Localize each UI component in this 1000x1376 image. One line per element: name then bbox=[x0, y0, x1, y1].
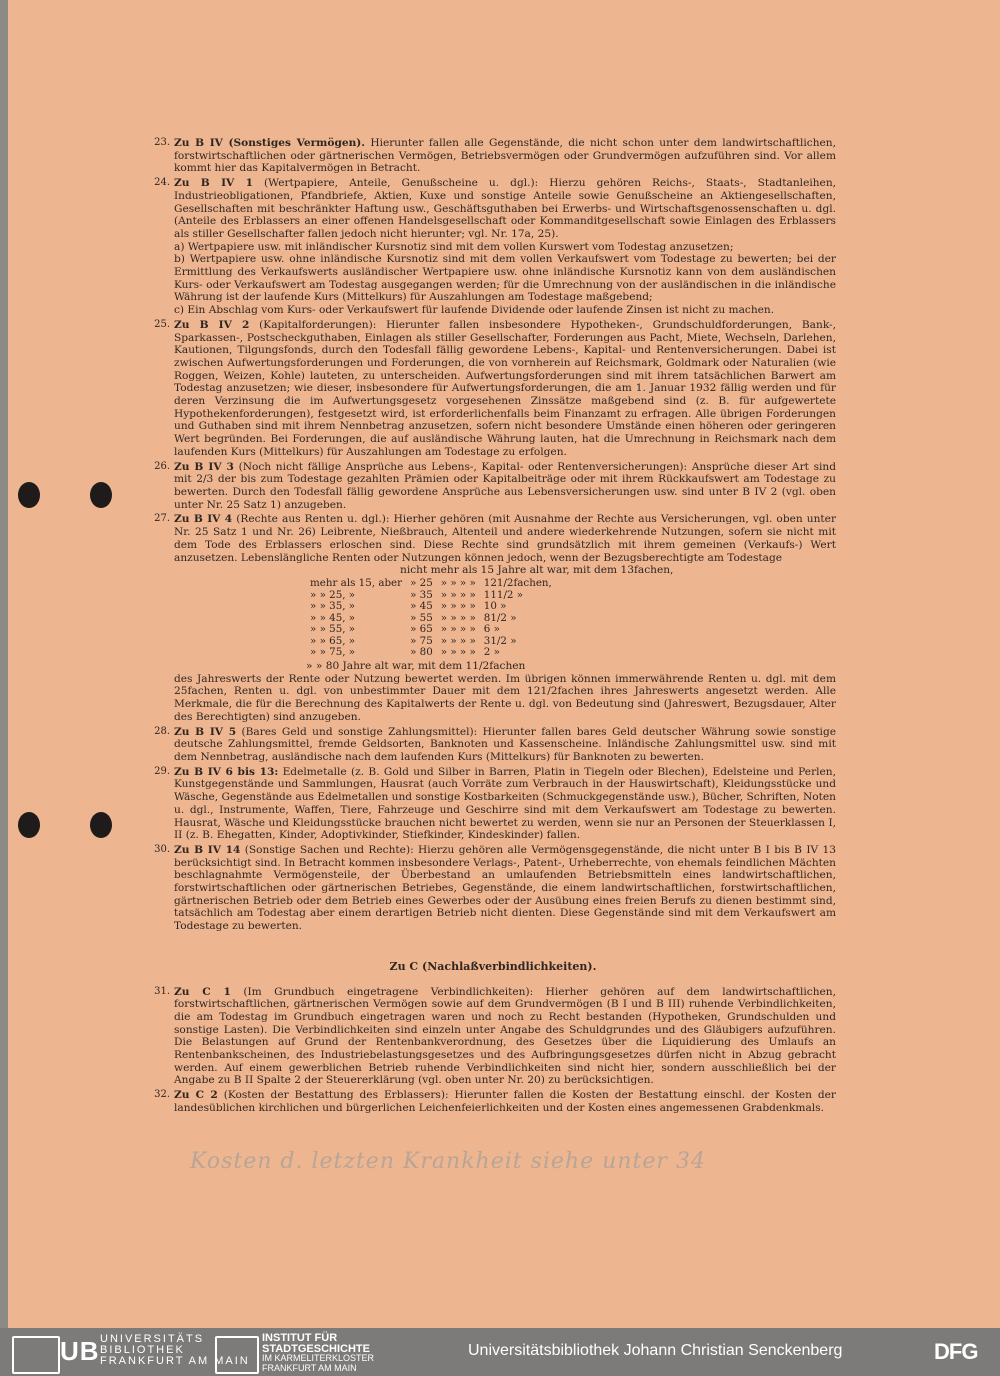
item-body: (Bares Geld und sonstige Zahlungsmittel): Hierunter fallen bares Geld deutscher Währung sowie sonstige deutsche Zahlungsmittel, fremde Geldsorten, Banknoten und Kassenscheine. Inländische Zahlungsmittel usw. sind mit dem Nennbetrag, ausländische nach dem laufenden Kurs (Mittelkurs) für Banknoten zu bewerten. bbox=[174, 725, 836, 763]
item-body: (Kapitalforderungen): Hierunter fallen insbesondere Hypotheken-, Grundschuldforderungen, Bank-, Sparkassen-, Postscheckguthaben, Einlagen als stiller Gesellschafter, Forderungen aus Pacht, Miete, Wechseln, Darlehen, Kautionen, Tilgungsfonds, durch den Todesfall fällig gewordene Lebens-, Kapital- und Rentenversicherungen. Dabei ist zwischen Aufwertungsforderungen und Forderungen, die von vornherein auf Reichsmark, Goldmark oder Naturalien (wie Roggen, Weizen, Kohle) lauteten, zu unterscheiden. Aufwertungsforderungen sind mit ihrem tatsächlichen Barwert am Todestag anzusetzen; wie dieser, insbesondere für Aufwertungsforderungen, die am 1. Januar 1932 fällig werden und für deren Verzinsung die im Aufwertungsgesetz vorgesehenen Zinssätze maßgebend sind (z. B. für aufgewertete Hypothekenforderungen), festgesetzt wird, ist erforderlichenfalls beim Finanzamt zu erfragen. Alle übrigen Forderungen und Guthaben sind mit ihrem Nennbetrag anzusetzen, sofern nicht besondere Umstände einen höheren oder geringeren Wert begründen. Bei Forderungen, die auf ausländische Währung lauten, hat die Umrechnung in Reichsmark nach dem laufenden Kurs (Mittelkurs) für Auszahlungen am Todestage zu erfolgen. bbox=[174, 318, 837, 458]
item-number: 24. bbox=[154, 177, 170, 189]
item-30 bbox=[150, 844, 836, 933]
rent-table-cell: » 25 bbox=[410, 576, 433, 589]
rent-table-cell: » 35 bbox=[410, 588, 433, 601]
rent-table-row bbox=[306, 647, 556, 659]
rent-table-head: nicht mehr als 15 Jahre alt war, mit dem 13fachen, bbox=[400, 564, 674, 577]
rent-table-cell: » » 65, » bbox=[310, 634, 356, 647]
document-text bbox=[150, 137, 836, 1117]
item-lead: Zu B IV 6 bis 13: bbox=[174, 765, 279, 778]
item-body: Edelmetalle (z. B. Gold und Silber in Barren, Platin in Tiegeln oder Blechen), Edelsteine und Perlen, Kunstgegenstände und Sammlungen, Hausrat (auch Vorräte zum Verbrauch in der Hauswirtschaft), Kleidungsstücke und Wäsche, Gegenstände aus Edelmetallen und sonstige Kostbarkeiten (Schmuckgegenstände usw.), Bücher, Schriften, Noten u. dgl., Instrumente, Waffen, Tiere, Fahrzeuge und Geschirre sind mit dem Verkaufswert am Todestage zu bewerten. Hausrat, Wäsche und Kleidungsstücke brauchen nicht bewertet zu werden, wenn sie nur an Personen der Steuerklassen I, II (z. B. Ehegatten, Kinder, Adoptivkinder, Stiefkinder, Kindeskinder) fallen. bbox=[174, 765, 836, 842]
item-lead: Zu B IV 3 bbox=[174, 460, 234, 473]
item-body-continued: des Jahreswerts der Rente oder Nutzung bewertet werden. Im übrigen können immerwährende Renten u. dgl. mit dem 25fachen, Renten u. dgl. von unbestimmter Dauer mit dem 121/2fachen ihres Jahreswerts angesetzt werden. Alle Merkmale, die für die Berechnung des Kapitalwerts der Rente u. dgl. von Bedeutung sind (Jahreswert, Bezugsdauer, Alter des Berechtigten) sind anzugeben. bbox=[174, 672, 836, 723]
rent-table-cell: 10 » bbox=[483, 600, 507, 613]
rent-table-cell: » » 55, » bbox=[310, 623, 356, 636]
item-32 bbox=[150, 1089, 836, 1114]
item-number: 23. bbox=[154, 137, 170, 148]
handwritten-note: Kosten d. letzten Krankheit siehe unter 34 bbox=[190, 1149, 706, 1174]
punch-hole-top-left bbox=[18, 482, 40, 508]
institute-line: STADTGESCHICHTE bbox=[262, 1342, 370, 1355]
item-lead: Zu B IV 4 bbox=[174, 513, 233, 526]
item-lead: Zu B IV 5 bbox=[174, 725, 237, 738]
rent-table-cell: » » 45, » bbox=[310, 611, 356, 624]
item-lead: Zu B IV 2 bbox=[174, 318, 250, 331]
rent-multiplier-table bbox=[306, 578, 556, 659]
item-number: 32. bbox=[154, 1089, 170, 1101]
sub-item-b: b) Wertpapiere usw. ohne inländische Kursnotiz sind mit dem vollen Verkaufswert vom Todestage zu bewerten; bei der Ermittlung des Verkaufswerts ausländischer Wertpapiere usw. ohne inländische Kursnotiz kann von dem ausländischen Kurs- oder Verkaufswert am Todestag ausgegangen werden; für die Umrechnung von der ausländischen in die inländische Währung ist der laufende Kurs (Mittelkurs) für Auszahlungen am Todestage maßgebend; bbox=[174, 253, 836, 304]
item-lead: Zu B IV 14 bbox=[174, 843, 241, 856]
item-lead: Zu B IV (Sonstiges Vermögen). bbox=[174, 137, 365, 149]
sub-item-a: a) Wertpapiere usw. mit inländischer Kursnotiz sind mit dem vollen Kurswert vom Todestag anzusetzen; bbox=[174, 240, 734, 253]
institute-line: IM KARMELITERKLOSTER bbox=[262, 1353, 375, 1363]
rent-table-cell: » 55 bbox=[410, 611, 433, 624]
item-body: (Im Grundbuch eingetragene Verbindlichkeiten): Hierher gehören auf dem landwirtschaftlichen, forstwirtschaftlichen, gärtnerischen Vermögen sowie auf dem Grundvermögen (B I und B III) ruhende Verbindlichkeiten, die am Todestag im Grundbuch eingetragen waren und noch zu Recht bestanden (Hypotheken, Grundschulden und sonstige Lasten). Die Verbindlichkeiten sind einzeln unter Angabe des Schuldgrundes und des Gläubigers aufzuführen. Die Belastungen auf Grund der Rentenbankverordnung, des Gesetzes über die Liquidierung des Umlaufs an Rentenbankscheinen, des Industriebelastungsgesetzes und des Aufbringungsgesetzes dürfen nicht in Abzug gebracht werden. Auf einem gewerblichen Betrieb ruhende Verbindlichkeiten sind nicht hier, sondern ausschließlich bei der Angabe zu B II Spalte 2 der Steuererklärung (vgl. oben unter Nr. 20) zu berücksichtigen. bbox=[174, 985, 836, 1087]
institute-logo-icon[interactable] bbox=[215, 1336, 259, 1374]
punch-hole-bottom-left bbox=[18, 812, 40, 838]
rent-table-cell: » » » » bbox=[440, 611, 476, 624]
rent-table-cell: » » » » bbox=[440, 576, 476, 589]
item-23 bbox=[150, 137, 836, 175]
item-body: (Noch nicht fällige Ansprüche aus Lebens-, Kapital- oder Rentenversicherungen): Ansprüche dieser Art sind mit 2/3 der bis zum Todestage gezahlten Prämien oder Kapitalbeiträge oder mit ihrem Rückkaufswert am Todestage zu bewerten. Durch den Todesfall fällig gewordene Ansprüche aus Lebensversicherungen usw. sind unter B IV 2 (vgl. oben unter Nr. 25 Satz 1) anzugeben. bbox=[174, 460, 836, 511]
footer-bar bbox=[0, 1328, 1000, 1376]
rent-table-cell: mehr als 15, aber bbox=[310, 576, 403, 589]
item-number: 29. bbox=[154, 765, 170, 777]
rent-table-cell: 111/2 » bbox=[483, 588, 524, 601]
item-25 bbox=[150, 319, 836, 459]
item-31 bbox=[150, 986, 836, 1088]
sub-item-c: c) Ein Abschlag vom Kurs- oder Verkaufswert für laufende Dividende oder laufende Zinsen ist nicht zu machen. bbox=[174, 304, 775, 317]
item-26 bbox=[150, 461, 836, 512]
item-body: (Wertpapiere, Anteile, Genußscheine u. dgl.): Hierzu gehören Reichs-, Staats-, Stadtanleihen, Industrieobligationen, Pfandbriefe, Aktien, Kuxe und sonstige Anteile sowie Genußscheine an Aktiengesellschaften, Gesellschaften mit beschränkter Haftung usw., Geschäftsguthaben bei Erwerbs- und Wirtschaftsgenossenschaften u. dgl. (Anteile des Erblassers an einer offenen Handelsgesellschaft oder Kommanditgesellschaft sowie Einlagen des Erblassers als stiller Gesellschafter fallen jedoch nicht hierunter; vgl. Nr. 17a, 25). bbox=[174, 177, 837, 240]
rent-table-cell: » 45 bbox=[410, 600, 433, 613]
item-body: Hierunter fallen alle Gegenstände, die nicht schon unter dem landwirtschaftlichen, forstwirtschaftlichen oder gärtnerischen Vermögen, Betriebsvermögen oder Grundvermögen aufzuführen sind. Vor allem kommt hier das Kapitalvermögen in Betracht. bbox=[174, 137, 837, 175]
library-name[interactable]: Universitätsbibliothek Johann Christian Senckenberg bbox=[468, 1342, 843, 1359]
rent-table-cell: » » 25, » bbox=[310, 588, 356, 601]
section-heading-c: Zu C (Nachlaßverbindlichkeiten). bbox=[389, 959, 597, 973]
punch-hole-bottom-right bbox=[90, 812, 112, 838]
ub-logo-icon[interactable] bbox=[12, 1336, 60, 1374]
rent-table-cell: 2 » bbox=[483, 646, 500, 659]
rent-table-cell: » » » » bbox=[440, 646, 476, 659]
ub-line: UNIVERSITÄTS bbox=[100, 1333, 205, 1345]
institute-line: INSTITUT FÜR bbox=[262, 1332, 338, 1344]
rent-table-cell: » » » » bbox=[440, 623, 476, 636]
rent-table-cell: 6 » bbox=[483, 623, 500, 636]
rent-table-last: » » 80 Jahre alt war, mit dem 11/2fachen bbox=[306, 660, 526, 673]
rent-table-cell: » 75 bbox=[410, 634, 433, 647]
item-number: 28. bbox=[154, 725, 170, 737]
rent-table-cell: » 65 bbox=[410, 623, 433, 636]
item-lead: Zu C 1 bbox=[174, 985, 231, 998]
item-number: 30. bbox=[154, 843, 170, 855]
ub-line: BIBLIOTHEK bbox=[100, 1344, 185, 1356]
item-body: (Rechte aus Renten u. dgl.): Hierher gehören (mit Ausnahme der Rechte aus Versicherungen, vgl. oben unter Nr. 25 Satz 1 und Nr. 26) Leibrente, Nießbrauch, Altenteil und andere wiederkehrende Nutzungen, sofern sie nicht mit dem Tode des Erblassers erloschen sind. Diese Rechte sind grundsätzlich mit ihrem gemeinen (Verkaufs-) Wert anzusetzen. Lebenslängliche Renten oder Nutzungen können jedoch, wenn der Bezugsberechtigte am Todestage bbox=[174, 513, 837, 564]
item-number: 25. bbox=[154, 318, 170, 330]
item-body: (Kosten der Bestattung des Erblassers): Hierunter fallen die Kosten der Bestattung einschl. der Kosten der landesüblichen kirchlichen und bürgerlichen Leichenfeierlichkeiten und der Kosten eines angemessenen Grabdenkmals. bbox=[174, 1089, 836, 1114]
punch-hole-top-right bbox=[90, 482, 112, 508]
item-29 bbox=[150, 766, 836, 842]
item-24 bbox=[150, 177, 836, 317]
ub-line: FRANKFURT AM MAIN bbox=[100, 1355, 250, 1367]
rent-table-row bbox=[306, 601, 556, 613]
rent-table-cell: » » 75, » bbox=[310, 646, 356, 659]
item-number: 27. bbox=[154, 513, 170, 525]
item-number: 26. bbox=[154, 460, 170, 472]
item-body: (Sonstige Sachen und Rechte): Hierzu gehören alle Vermögensgegenstände, die nicht unter B I bis B IV 13 berücksichtigt sind. In Betracht kommen insbesondere Verlags-, Patent-, Urheberrechte, von ehemals feindlichen Mächten beschlagnahmte Vermögensteile, der Überbestand an umlaufenden Betriebsmitteln eines landwirtschaftlichen, forstwirtschaftlichen oder gärtnerischen Betriebes, Gegenstände, die einem landwirtschaftlichen, forstwirtschaftlichen, gärtnerischen Betrieb oder dem Betrieb eines Gewerbes oder der Ausübung eines freien Berufs zu dienen bestimmt sind, tatsächlich am Todestag aber einem derartigen Betrieb nicht dienten. Diese Gegenstände sind mit dem Verkaufswert am Todestage zu bewerten. bbox=[174, 843, 837, 933]
rent-table-cell: » » 35, » bbox=[310, 600, 356, 613]
rent-table-cell: 121/2fachen, bbox=[483, 576, 552, 589]
rent-table-cell: 81/2 » bbox=[483, 611, 517, 624]
item-27 bbox=[150, 513, 836, 723]
rent-table-cell: » » » » bbox=[440, 588, 476, 601]
rent-table-cell: » » » » bbox=[440, 600, 476, 613]
rent-table-cell: » » » » bbox=[440, 634, 476, 647]
ub-logo-text[interactable]: UB bbox=[60, 1336, 100, 1366]
institute-name bbox=[262, 1333, 374, 1373]
item-28 bbox=[150, 726, 836, 764]
item-number: 31. bbox=[154, 985, 170, 997]
item-lead: Zu B IV 1 bbox=[174, 177, 253, 190]
rent-table-cell: 31/2 » bbox=[483, 634, 517, 647]
dfg-logo[interactable]: DFG bbox=[934, 1339, 978, 1364]
institute-line: FRANKFURT AM MAIN bbox=[262, 1362, 357, 1373]
rent-table-cell: » 80 bbox=[410, 646, 433, 659]
rent-table-row bbox=[306, 578, 556, 590]
item-lead: Zu C 2 bbox=[174, 1089, 218, 1102]
